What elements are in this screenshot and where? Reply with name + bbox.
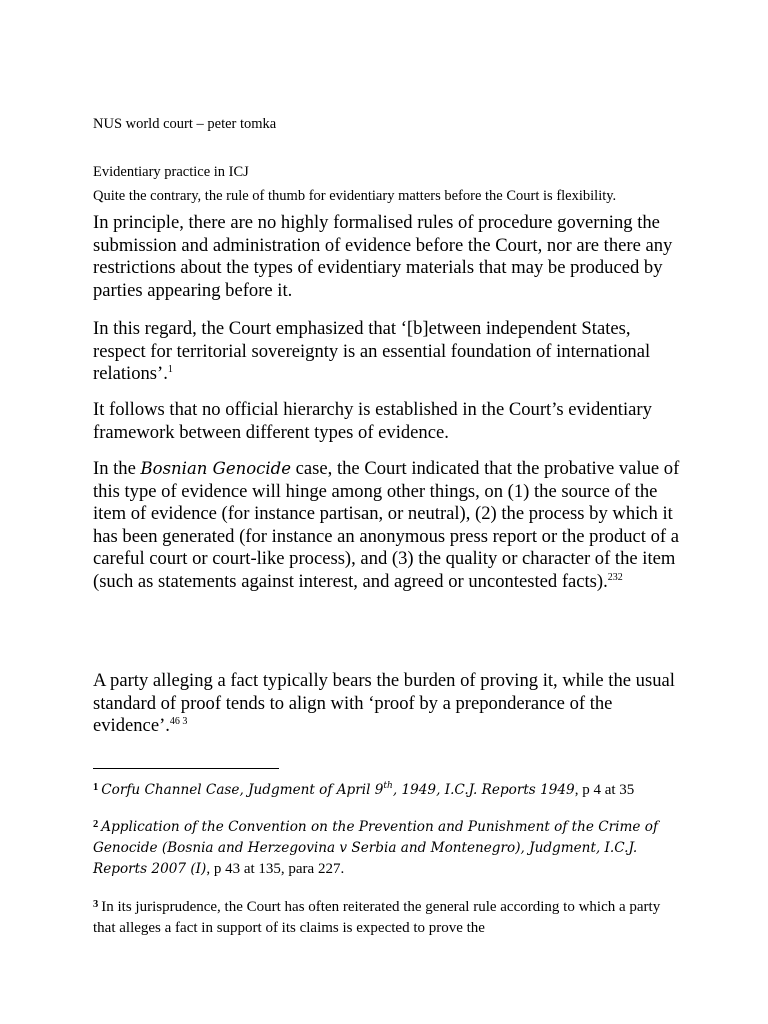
footnote-1 xyxy=(93,780,673,801)
paragraph-sovereignty-text: In this regard, the Court emphasized that ‘[b]etween independent States, respect for territorial sovereignty is an essential foundation of international relations’. xyxy=(93,318,651,385)
footnote-3-mark: 3 xyxy=(93,899,99,910)
footnote-ref-232: 232 xyxy=(607,571,623,583)
paragraph-bosnian-text: case, the Court indicated that the probative value of this type of evidence will hinge among other things, on (1) the source of the item of evidence (for instance partisan, or neutral), (2) the process by which it has been generated (for instance an anonymous press report or the product of a careful court or court-like process), and (3) the quality or character of the item (such as statements against interest, and agreed or uncontested facts). xyxy=(93,458,680,592)
footnote-ref-46-3: 46 3 xyxy=(169,716,188,728)
footnote-1-case-b: , 1949, I.C.J. Reports 1949 xyxy=(392,782,575,798)
footnote-1-mark: 1 xyxy=(93,782,99,793)
intro-sentence: Quite the contrary, the rule of thumb for evidentiary matters before the Court is flexibility. xyxy=(93,188,617,204)
paragraph-principle: In principle, there are no highly formalised rules of procedure governing the submission and administration of evidence before the Court, nor are there any restrictions about the types of evidentiary materials that may be produced by parties appearing before it. xyxy=(93,212,673,301)
section-heading: Evidentiary practice in ICJ xyxy=(93,164,249,180)
paragraph-burden-text: A party alleging a fact typically bears the burden of proving it, while the usual standard of proof tends to align with ‘proof by a preponderance of the evidence’. xyxy=(93,670,675,737)
paragraph-bosnian-intro: In the xyxy=(93,458,141,479)
paragraph-bosnian-genocide xyxy=(93,458,683,594)
document-title: NUS world court – peter tomka xyxy=(93,116,277,132)
paragraph-burden-of-proof xyxy=(93,670,683,738)
footnote-3 xyxy=(93,897,673,939)
footnote-1-case-a: Corfu Channel Case, Judgment of April 9 xyxy=(101,782,384,798)
paragraph-hierarchy: It follows that no official hierarchy is established in the Court’s evidentiary framework between different types of evidence. xyxy=(93,399,652,443)
case-name-bosnian-genocide: Bosnian Genocide xyxy=(140,459,292,478)
paragraph-sovereignty xyxy=(93,318,683,386)
footnote-1-citation: , p 4 at 35 xyxy=(574,782,635,798)
footnote-separator xyxy=(93,768,279,769)
footnote-2-mark: 2 xyxy=(93,819,99,830)
footnote-ref-1: 1 xyxy=(167,364,173,376)
footnote-2-citation: , p 43 at 135, para 227. xyxy=(206,861,345,877)
footnote-2-case: Application of the Convention on the Prevention and Punishment of the Crime of Genocide (Bosnia and Herzegovina v Serbia and Montenegro), Judgment, I.C.J. Reports 2007 (I) xyxy=(93,819,658,877)
footnote-2 xyxy=(93,817,673,880)
footnote-3-text: In its jurisprudence, the Court has often reiterated the general rule according to which a party that alleges a fact in support of its claims is expected to prove the xyxy=(93,899,661,936)
footnote-1-case-sup: th xyxy=(383,781,393,791)
